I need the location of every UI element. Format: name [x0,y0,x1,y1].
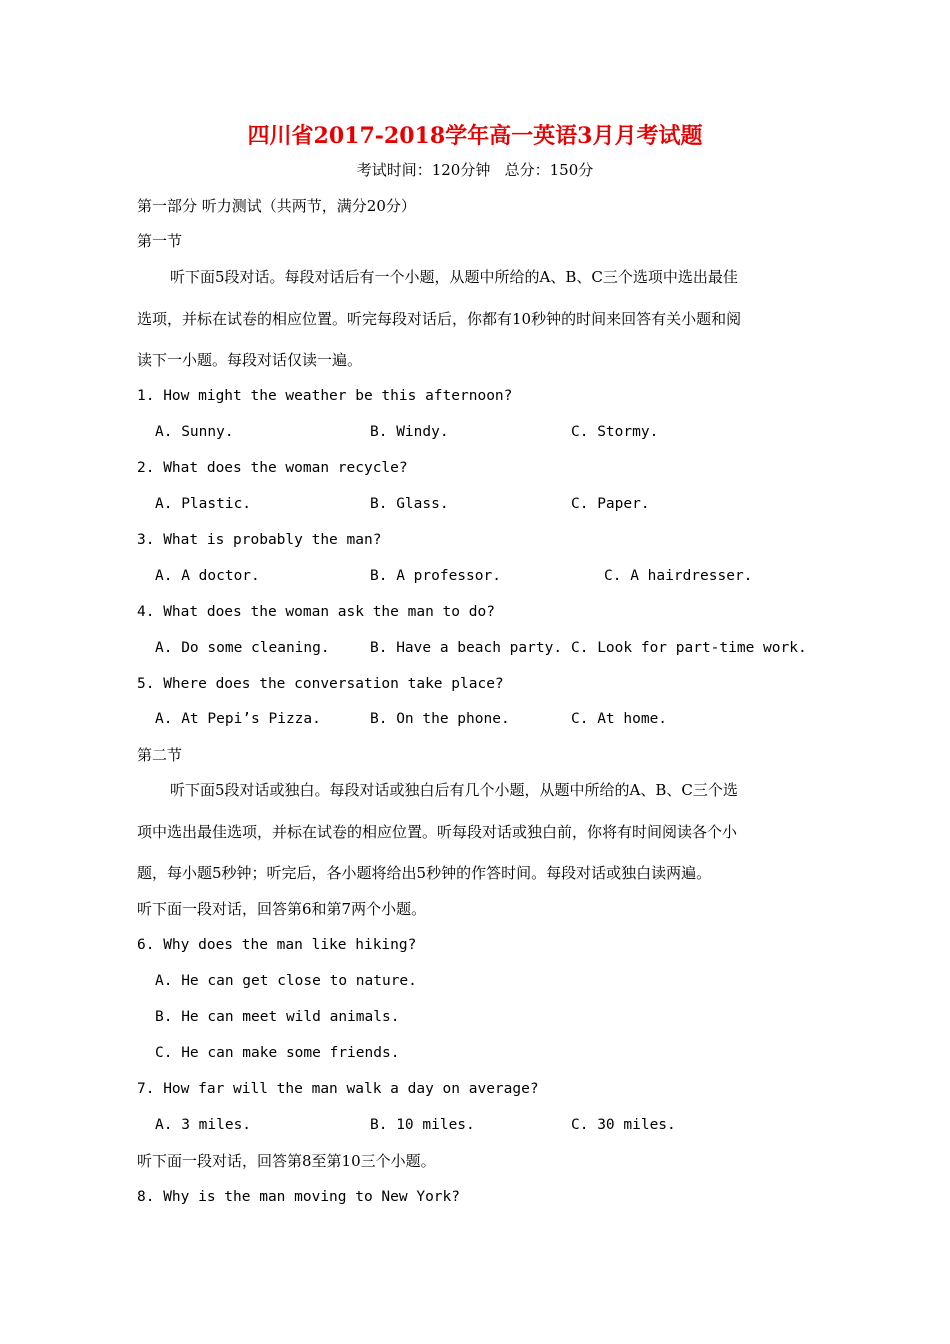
section1-instruction-line: 听下面5段对话。每段对话后有一个小题，从题中所给的A、B、C三个选项中选出最佳 [170,268,738,286]
q2-option-a: A. Plastic. [155,496,252,512]
section1-instruction-line: 读下一小题。每段对话仅读一遍。 [137,351,363,369]
section1-instruction-line: 选项，并标在试卷的相应位置。听完每段对话后，你都有10秒钟的时间来回答有关小题和阅 [137,310,742,328]
q6-option-c: C. He can make some friends. [155,1045,400,1061]
q7-option-a: A. 3 miles. [155,1117,252,1133]
question-6: 6. Why does the man like hiking? [137,937,417,953]
q7-option-b: B. 10 miles. [370,1117,475,1133]
section2-instruction-line: 题，每小题5秒钟；听完后，各小题将给出5秒钟的作答时间。每段对话或独白读两遍。 [137,864,712,882]
q2-option-b: B. Glass. [370,496,449,512]
part1-heading: 第一部分 听力测试（共两节，满分20分） [137,197,416,215]
q7-option-c: C. 30 miles. [571,1117,676,1133]
q1-option-a: A. Sunny. [155,424,234,440]
question-7: 7. How far will the man walk a day on average? [137,1081,539,1097]
q5-option-b: B. On the phone. [370,711,510,727]
q1-option-b: B. Windy. [370,424,449,440]
question-5: 5. Where does the conversation take place? [137,676,504,692]
q3-option-b: B. A professor. [370,568,501,584]
section1-heading: 第一节 [137,232,183,250]
dialogue-prompt: 听下面一段对话，回答第8至第10三个小题。 [137,1152,436,1170]
section2-instruction-line: 项中选出最佳选项，并标在试卷的相应位置。听每段对话或独白前，你将有时间阅读各个小 [137,823,738,841]
q5-option-a: A. At Pepi’s Pizza. [155,711,321,727]
q6-option-b: B. He can meet wild animals. [155,1009,400,1025]
q6-option-a: A. He can get close to nature. [155,973,417,989]
section2-instruction-line: 听下面5段对话或独白。每段对话或独白后有几个小题，从题中所给的A、B、C三个选 [170,781,738,799]
q3-option-c: C. A hairdresser. [604,568,753,584]
exam-info: 考试时间：120分钟 总分：150分 [356,161,594,179]
question-1: 1. How might the weather be this afternoon? [137,388,513,404]
question-4: 4. What does the woman ask the man to do? [137,604,495,620]
q1-option-c: C. Stormy. [571,424,659,440]
question-8: 8. Why is the man moving to New York? [137,1189,461,1205]
question-3: 3. What is probably the man? [137,532,382,548]
q4-option-a: A. Do some cleaning. [155,640,330,656]
section2-heading: 第二节 [137,746,183,764]
q2-option-c: C. Paper. [571,496,650,512]
question-2: 2. What does the woman recycle? [137,460,408,476]
document-title: 四川省2017-2018学年高一英语3月月考试题 [247,123,703,149]
q5-option-c: C. At home. [571,711,668,727]
q4-option-b: B. Have a beach party. [370,640,563,656]
q4-option-c: C. Look for part-time work. [571,640,807,656]
q3-option-a: A. A doctor. [155,568,260,584]
dialogue-prompt: 听下面一段对话，回答第6和第7两个小题。 [137,900,427,918]
